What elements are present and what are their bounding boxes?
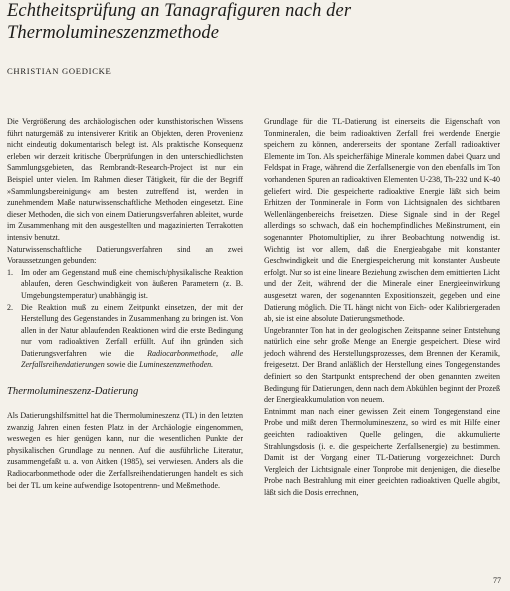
list-item-text: Die Reaktion muß zu einem Zeitpunkt einsetzen, der mit der Herstellung des Gegenstandes in Zusammenhang zu bringen ist. Von allen in der Natur ablaufenden Reaktionen wird die erste Bedingung nur vom radioaktiven Zerfall erfüllt. Auf ihn gründen sich Datierungsverfahren wie die — [21, 302, 243, 358]
prerequisites-intro: Naturwissenschaftliche Datierungsverfahren sind an zwei Voraussetzungen gebunden: — [7, 244, 243, 266]
section-paragraph: Als Datierungshilfsmittel hat die Thermolumineszenz (TL) in den letzten zwanzig Jahren einen festen Platz in der Archäologie eingenommen, weswegen es hier genügen kann, nur die wesentlichen Punkte der physikalischen Grundlage zu nennen. Auf die ausführliche Literatur, zusammengefaßt u. a. von Aitken (1985), sei verwiesen. Anders als die Radiocarbonmethode oder die Zerfallsreihendatierungen handelt es sich bei der TL um keine aufwendige Isotopentrenn- und Meßmethode. — [7, 411, 243, 490]
list-number: 2. — [7, 302, 13, 312]
list-item-text: Im oder am Gegenstand muß eine chemisch/physikalische Reaktion ablaufen, deren Geschwindigkeit von äußeren Parametern (z. B. Umgebungstemperatur) unabhängig ist. — [21, 267, 243, 300]
page-number: 77 — [493, 576, 501, 585]
basis-paragraph: Grundlage für die TL-Datierung ist einerseits die Eigenschaft von Tonmineralen, die beim radioaktiven Zerfall frei werdende Energie speichern zu können, andererseits der spontane Zerfall radioaktiver Elemente im Ton. Als speicherfähige Minerale kommen dabei Quarz und Feldspat in Frage, während die Zerfallsenergie von den ebenfalls im Ton vorhandenen Spuren an radioaktiven Elementen U-238, Th-232 und K-40 geliefert wird. Die gespeicherte radioaktive Energie läßt sich beim Erhitzen der Tonminerale in Form von Lichtsignalen des sichtbaren Wellenlängenbereichs freisetzen. Diese Signale sind in der Regel allerdings so schwach, daß ein hochempfindliches Meßinstrument, ein sogenannter Photomultiplier, zu ihrer Beobachtung notwendig ist. Wichtig ist vor allem, daß die Energieabgabe mit konstanter Geschwindigkeit und die Energiespeicherung mit konstanter Ausbeute erfolgt. Nur so ist eine lineare Beziehung zwischen dem emittierten Licht und der Zeit, während der die Minerale einer Energieeinwirkung ausgesetzt waren, der sogenannten Expositionszeit, gegeben und eine Datierung möglich. Die TL hängt nicht von Eich- oder Kalibriergeraden ab, sie ist eine absolute Datierungsmethode. — [264, 117, 501, 324]
emphasis-lumineszenz: Lumineszenzmethoden. — [139, 360, 214, 370]
list-item — [7, 302, 243, 372]
list-item-text-cont: sowie die — [104, 360, 140, 370]
prerequisites-list — [7, 267, 243, 371]
author-name: CHRISTIAN GOEDICKE — [7, 66, 112, 76]
sampling-paragraph: Entnimmt man nach einer gewissen Zeit einem Tongegenstand eine Probe und mißt deren Thermolumineszenz, so wird es mit Hilfe einer geeichten radioaktiven Quelle gelingen, die akkumulierte Strahlungsdosis (i. e. die gespeicherte Zerfallsenergie) zu bestimmen. Damit ist der Vorgang einer TL-Datierung vorgezeichnet: Durch Vergleich der Lichtsignale einer Tonprobe mit denjenigen, die dieselbe Probe nach Bestrahlung mit einer geeichten radioaktiven Quelle abgibt, läßt sich die Dosis errechnen, — [264, 406, 500, 497]
unfired-clay-paragraph: Ungebrannter Ton hat in der geologischen Zeitspanne seiner Entstehung natürlich eine sehr große Menge an Energie gespeichert. Diese wird jedoch während des Herstellungsprozesses, dem Brennen der Keramik, freigesetzt. Der Brand anläßlich der Herstellung eines Tongegenstandes definiert so den Startpunkt entsprechend der oben genannten zweiten Bedingung für Datierungen, denn nach dem Abkühlen beginnt der Prozeß der Energieakkumulation von neuem. — [264, 325, 500, 405]
emphasis-methods: Radiocarbonmethode, alle Zerfallsreihendatierungen — [21, 348, 243, 370]
list-item — [7, 267, 243, 302]
article-title — [7, 0, 503, 44]
section-heading: Thermolumineszenz-Datierung — [7, 386, 139, 398]
right-column — [264, 116, 500, 499]
left-column — [7, 116, 243, 491]
title-line-1: Echtheitsprüfung an Tanagrafiguren nach der — [7, 1, 352, 21]
title-line-2: Thermolumineszenzmethode — [7, 23, 220, 43]
list-number: 1. — [7, 267, 13, 277]
intro-paragraph: Die Vergrößerung des archäologischen oder kunsthistorischen Wissens führt naturgemäß zu intensiverer Kritik an Objekten, deren Provenienz nicht eindeutig dokumentarisch belegt ist. Als praktische Konsequenz erleben wir derzeit kritische Überprüfungen in den unterschiedlichsten Sammlungsgebieten, das Rembrandt-Research-Project ist nur ein Beispiel unter vielen. Im Rahmen dieser Tätigkeit, für die der Begriff »Sammlungsbereinigung« am besten zutreffend ist, werden in zunehmendem Maße naturwissenschaftliche Methoden eingesetzt. Eine dieser Methoden, die sich von einem Datierungsverfahren ableitet, wurde im Zusammenhang mit den ausgestellten und magazinierten Terrakotten intensiv benutzt. — [7, 117, 243, 242]
